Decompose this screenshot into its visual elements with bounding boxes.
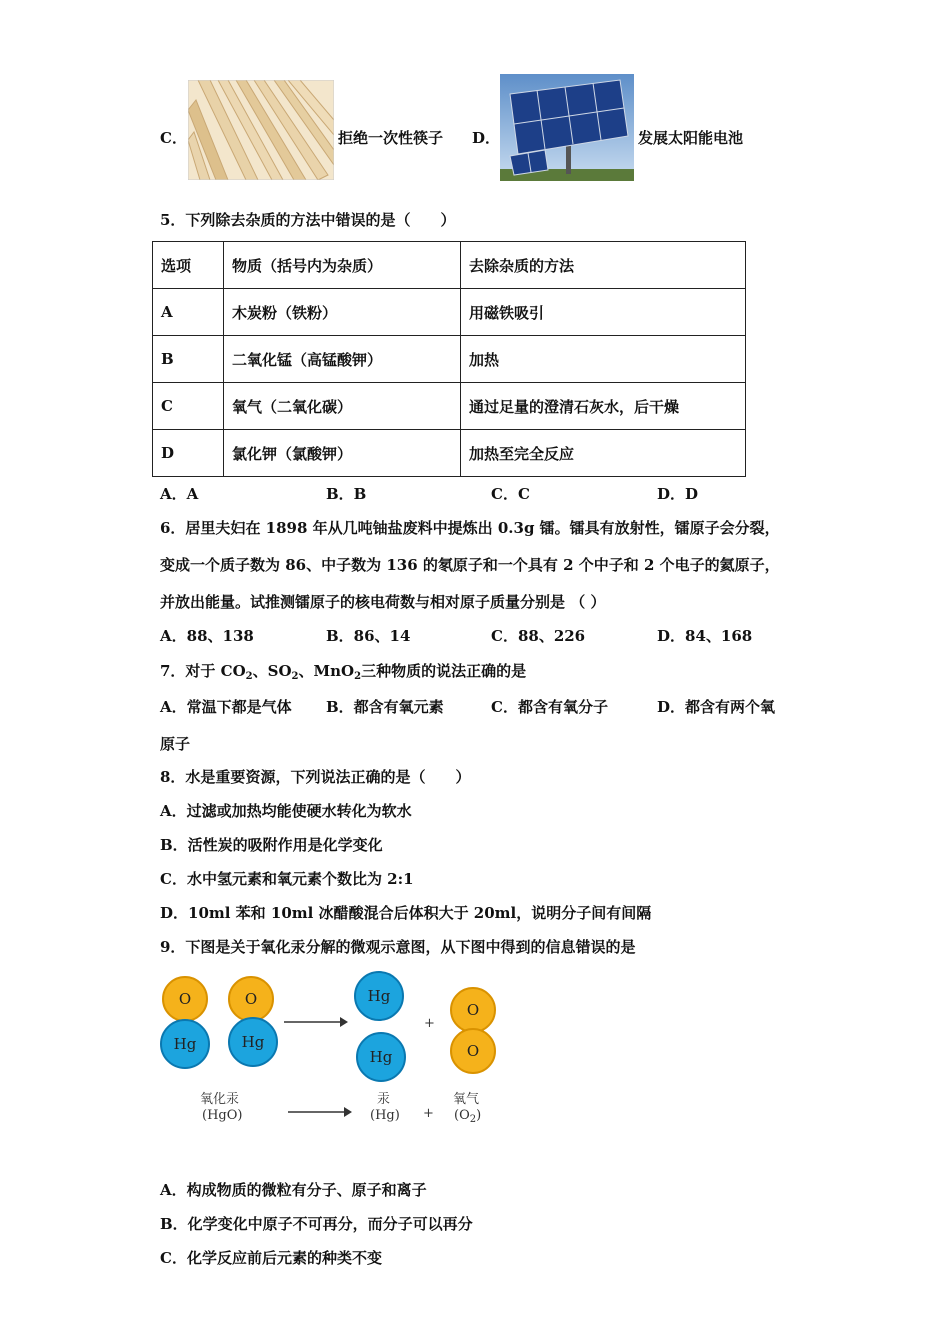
reaction-arrow-icon [282, 1016, 348, 1028]
q8-option-a: A．过滤或加热均能使硬水转化为软水 [160, 802, 412, 820]
formula-part: ) [476, 1108, 482, 1123]
subscript: 2 [469, 1114, 477, 1125]
table-row [153, 430, 746, 477]
reaction-arrow-icon [286, 1106, 352, 1118]
plus-sign: + [424, 1016, 435, 1031]
oxygen-atom: O [228, 976, 274, 1022]
q8-option-d: D．10ml 苯和 10ml 冰醋酸混合后体积大于 20ml，说明分子间有间隔 [160, 904, 652, 922]
product-oxygen-name: 氧气 [453, 1092, 480, 1107]
table-header-cell: 物质（括号内为杂质） [224, 242, 461, 289]
product-mercury-formula: (Hg) [370, 1108, 400, 1123]
table-header-row [153, 242, 746, 289]
q7-stem-part: 7．对于 CO [160, 662, 246, 680]
q9-option-b: B．化学变化中原子不可再分，而分子可以再分 [160, 1215, 473, 1233]
table-cell: D [153, 430, 224, 477]
oxygen-atom: O [162, 976, 208, 1022]
subscript: 2 [354, 671, 362, 682]
q8-stem: 8．水是重要资源，下列说法正确的是（ ） [160, 768, 471, 786]
q7-option-d: D．都含有两个氧 [657, 698, 776, 716]
table-row [153, 289, 746, 336]
q8-option-b: B．活性炭的吸附作用是化学变化 [160, 836, 383, 854]
table-cell: 通过足量的澄清石灰水，后干燥 [461, 383, 746, 430]
q5-option-c: C．C [491, 485, 530, 503]
q6-option-c: C．88、226 [491, 627, 586, 645]
q7-option-c: C．都含有氧分子 [491, 698, 608, 716]
q5-option-d: D．D [657, 485, 699, 503]
q5-table [152, 241, 746, 477]
table-cell: 加热 [461, 336, 746, 383]
mercury-atom: Hg [228, 1017, 278, 1067]
table-header-cell: 选项 [153, 242, 224, 289]
solar-panel-image [500, 74, 634, 181]
table-cell: 加热至完全反应 [461, 430, 746, 477]
q4-option-d-letter: D． [472, 129, 501, 147]
table-cell: C [153, 383, 224, 430]
table-cell: 木炭粉（铁粉） [224, 289, 461, 336]
product-mercury-name: 汞 [377, 1092, 391, 1107]
q9-option-c: C．化学反应前后元素的种类不变 [160, 1249, 382, 1267]
mercury-atom: Hg [356, 1032, 406, 1082]
table-cell: 氯化钾（氯酸钾） [224, 430, 461, 477]
q4-option-d-text: 发展太阳能电池 [638, 129, 744, 147]
q7-option-a: A．常温下都是气体 [160, 698, 292, 716]
chopsticks-image [188, 80, 334, 180]
q8-option-c: C．水中氢元素和氧元素个数比为 2:1 [160, 870, 414, 888]
q6-option-d: D．84、168 [657, 627, 753, 645]
q7-stem-part: 、MnO [298, 662, 355, 680]
table-cell: A [153, 289, 224, 336]
q5-option-b: B．B [326, 485, 367, 503]
q7-stem-part: 、SO [252, 662, 292, 680]
q7-option-d-continuation: 原子 [160, 735, 191, 753]
oxygen-atom: O [450, 987, 496, 1033]
q6-line-3: 并放出能量。试推测镭原子的核电荷数与相对原子质量分别是 （ ） [160, 593, 606, 611]
reactant-formula: (HgO) [202, 1108, 243, 1123]
subscript: 2 [245, 671, 253, 682]
q5-option-a: A．A [160, 485, 199, 503]
table-cell: 用磁铁吸引 [461, 289, 746, 336]
table-row [153, 383, 746, 430]
plus-sign: + [423, 1106, 434, 1121]
formula-part: (O [454, 1108, 470, 1123]
table-row [153, 336, 746, 383]
table-cell: 氧气（二氧化碳） [224, 383, 461, 430]
table-cell: 二氧化锰（高锰酸钾） [224, 336, 461, 383]
q5-stem: 5．下列除去杂质的方法中错误的是（ ） [160, 211, 456, 229]
q9-stem: 9．下图是关于氧化汞分解的微观示意图，从下图中得到的信息错误的是 [160, 938, 636, 956]
q7-option-b: B．都含有氧元素 [326, 698, 444, 716]
q4-option-c-text: 拒绝一次性筷子 [338, 129, 444, 147]
mercury-atom: Hg [354, 971, 404, 1021]
q7-stem-part: 三种物质的说法正确的是 [361, 662, 527, 680]
q6-option-b: B．86、14 [326, 627, 411, 645]
subscript: 2 [291, 671, 299, 682]
table-cell: B [153, 336, 224, 383]
q9-option-a: A．构成物质的微粒有分子、原子和离子 [160, 1181, 427, 1199]
table-header-cell: 去除杂质的方法 [461, 242, 746, 289]
q6-option-a: A．88、138 [160, 627, 254, 645]
q4-option-c-letter: C． [160, 129, 187, 147]
product-oxygen-formula [454, 1108, 481, 1125]
mercury-atom: Hg [160, 1019, 210, 1069]
q6-line-2: 变成一个质子数为 86、中子数为 136 的氡原子和一个具有 2 个中子和 2 个电子的氦原子， [160, 556, 780, 574]
oxygen-atom: O [450, 1028, 496, 1074]
reactant-name: 氧化汞 [200, 1092, 240, 1107]
q7-stem [160, 661, 526, 687]
q6-line-1: 6．居里夫妇在 1898 年从几吨铀盐废料中提炼出 0.3g 镭。镭具有放射性，镭原子会分裂， [160, 519, 780, 537]
